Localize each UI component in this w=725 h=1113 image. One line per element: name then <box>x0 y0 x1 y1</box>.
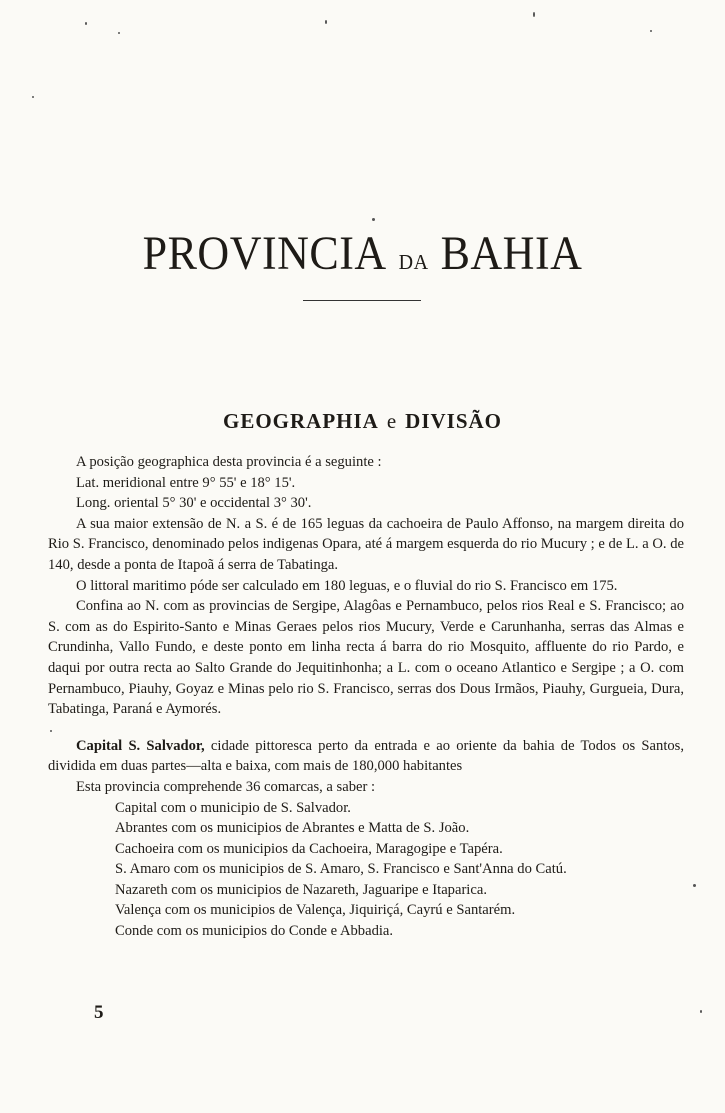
section-title <box>0 409 725 434</box>
title-part-da: DA <box>398 250 429 275</box>
list-item: Nazareth com os municipios de Nazareth, Jaguaripe e Itaparica. <box>115 881 487 898</box>
capital-description: cidade pittoresca perto da entrada e ao oriente da bahia de Todos os Santos, dividida em duas partes—alta e baixa, com mais de 180,000 habitantes <box>48 737 684 775</box>
capital-label: Capital S. Salvador, <box>76 737 205 754</box>
paragraph-borders: Confina ao N. com as provincias de Sergipe, Alagôas e Pernambuco, pelos rios Real e S. Francisco; ao S. com as do Espirito-Santo e Minas Geraes pelos rios Mucury, Verde e Carunhanha, serras das Almas e Crundinha, Vallo Fundo, e deste ponto em linha recta á barra do rio Mosquito, affluente do rio Pardo, e daqui por outra recta ao Salto Grande do Jequitinhonha; a L. com o oceano Atlantico e Sergipe ; a O. com Pernambuco, Piauhy, Goyaz e Minas pelo rio S. Francisco, serras dos Dous Irmãos, Piauhy, Gurgueia, Dura, Tabatinga, Paraná e Aymorés. <box>48 598 684 718</box>
scan-speck <box>650 30 652 32</box>
section-part-e: e <box>386 409 398 433</box>
comarcas-list <box>48 798 684 942</box>
list-item: Conde com os municipios do Conde e Abbadia. <box>115 923 394 940</box>
scan-speck <box>32 96 34 98</box>
section-part-geographia: GEOGRAPHIA <box>222 409 379 433</box>
scan-speck <box>325 20 327 24</box>
paragraph-position: A posição geographica desta provincia é a seguinte : <box>76 454 382 470</box>
paragraph-littoral: O littoral maritimo póde ser calculado em 180 leguas, e o fluvial do rio S. Francisco em 175. <box>76 577 618 594</box>
scan-speck <box>372 218 375 221</box>
paragraph-gap <box>48 720 684 736</box>
paragraph-longitude: Long. oriental 5° 30' e occidental 3° 30'. <box>76 495 312 512</box>
scan-speck <box>533 12 535 17</box>
list-item: S. Amaro com os municipios de S. Amaro, S. Francisco e Sant'Anna do Catú. <box>115 861 567 878</box>
title-rule <box>303 300 421 301</box>
paragraph-latitude: Lat. meridional entre 9° 55' e 18° 15'. <box>76 474 296 491</box>
title-part-provincia: PROVINCIA <box>142 227 387 280</box>
paragraph-capital <box>48 736 684 777</box>
scan-speck <box>700 1010 702 1013</box>
list-item: Abrantes com os municipios de Abrantes e Matta de S. João. <box>115 820 470 837</box>
paragraph-comarcas: Esta provincia comprehende 36 comarcas, a saber : <box>76 778 376 795</box>
scan-speck <box>85 22 87 25</box>
paragraph-extension: A sua maior extensão de N. a S. é de 165 leguas da cachoeira de Paulo Affonso, na margem direita do Rio S. Francisco, denominado pelos indigenas Opara, até á margem esquerda do rio Mucury ; e de L. a O. de 140, desde a ponta de Itapoã á serra de Tabatinga. <box>48 515 684 573</box>
title-part-bahia: BAHIA <box>440 227 583 280</box>
page-number: 5 <box>94 1002 104 1023</box>
scan-speck <box>693 884 696 887</box>
list-item: Valença com os municipios de Valença, Jiquiriçá, Cayrú e Santarém. <box>115 902 516 919</box>
section-part-divisao: DIVISÃO <box>405 409 503 433</box>
page-title <box>0 226 725 281</box>
body-text <box>48 452 684 942</box>
list-item: Cachoeira com os municipios da Cachoeira, Maragogipe e Tapéra. <box>115 840 503 857</box>
scan-speck <box>118 32 120 34</box>
list-item: Capital com o municipio de S. Salvador. <box>115 799 351 816</box>
